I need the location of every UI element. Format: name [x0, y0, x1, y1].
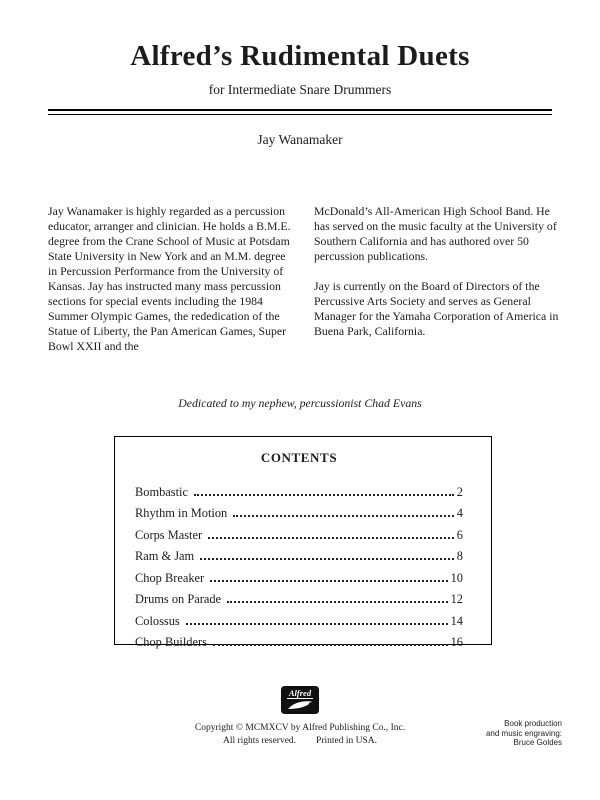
contents-item-title: Chop Breaker: [135, 570, 205, 585]
contents-item: [135, 521, 463, 543]
contents-item-page: 2: [456, 484, 463, 499]
bio-right-paragraph-2: Jay is currently on the Board of Directors of the Percussive Arts Society and serves as General Manager for the Yamaha Corporation of America in Buena Park, California.: [314, 279, 559, 338]
author-name: Jay Wanamaker: [257, 132, 343, 147]
contents-item-title: Chop Builders: [135, 635, 207, 649]
dot-leader: [208, 537, 454, 539]
dot-leader: [213, 644, 448, 646]
contents-item-title: Drums on Parade: [135, 592, 222, 606]
dot-leader: [194, 494, 454, 496]
contents-item-title: Colossus: [135, 613, 180, 628]
dot-leader: [186, 623, 448, 625]
contents-item: [135, 564, 463, 586]
dot-leader: [227, 601, 448, 603]
printed-in-usa-text: Printed in USA.: [316, 736, 378, 746]
bio-section: [48, 204, 562, 369]
contents-item-page: 16: [450, 635, 463, 649]
bio-left-paragraph: Jay Wanamaker is highly regarded as a percussion educator, arranger and clinician. He holds a B.M.E. degree from the Crane School of Music at Potsdam State University in New York and an M.M. degree in Percussion Performance from the University of Kansas. Jay has instructed many mass percussion sections for special events including the 1984 Summer Olympic Games, the rededication of the Statue of Liberty, the Pan American Games, Super Bowl XXII and the: [48, 204, 291, 353]
contents-item: [135, 586, 463, 608]
dedication-line: Dedicated to my nephew, percussionist Chad Evans: [178, 396, 422, 410]
production-credit: [486, 719, 562, 748]
contents-box: [114, 436, 492, 649]
bio-left-column: [48, 204, 296, 369]
credit-line-2: and music engraving:: [485, 728, 562, 738]
credit-line-1: Book production: [504, 719, 562, 728]
contents-item-page: 10: [450, 570, 463, 585]
copyright-line-1: Copyright © MCMXCV by Alfred Publishing Co., Inc.: [194, 723, 406, 733]
dot-leader: [233, 515, 454, 517]
contents-item: [135, 543, 463, 565]
contents-item-title: Bombastic: [135, 484, 188, 499]
dot-leader: [200, 558, 454, 560]
page-subtitle: for Intermediate Snare Drummers: [208, 82, 392, 97]
contents-item: [135, 478, 463, 500]
contents-heading: CONTENTS: [260, 450, 338, 465]
contents-item: [135, 607, 463, 629]
alfred-logo-icon: [281, 686, 319, 714]
contents-item-title: Rhythm in Motion: [135, 506, 228, 520]
credit-line-3: Bruce Goldes: [513, 738, 562, 747]
logo-text: Alfred: [288, 688, 312, 698]
contents-item-page: 4: [456, 506, 463, 520]
contents-item-title: Ram & Jam: [135, 549, 195, 563]
contents-item-page: 12: [450, 592, 463, 606]
bio-right-paragraph-1: McDonald’s All-American High School Band. He has served on the music faculty at the University of Southern California and has authored over 50 percussion publications.: [314, 204, 557, 263]
alfred-publisher-logo: [281, 686, 319, 719]
title-divider: [48, 109, 552, 115]
dot-leader: [210, 580, 447, 582]
contents-item-page: 14: [450, 613, 463, 628]
contents-item-page: 8: [456, 549, 463, 563]
contents-item: [135, 629, 463, 651]
rights-reserved-text: All rights reserved.: [222, 736, 297, 746]
contents-item-title: Corps Master: [135, 527, 203, 542]
contents-item-page: 6: [456, 527, 463, 542]
bio-right-column: [314, 204, 562, 369]
page-title: Alfred’s Rudimental Duets: [130, 40, 470, 72]
contents-item: [135, 500, 463, 522]
